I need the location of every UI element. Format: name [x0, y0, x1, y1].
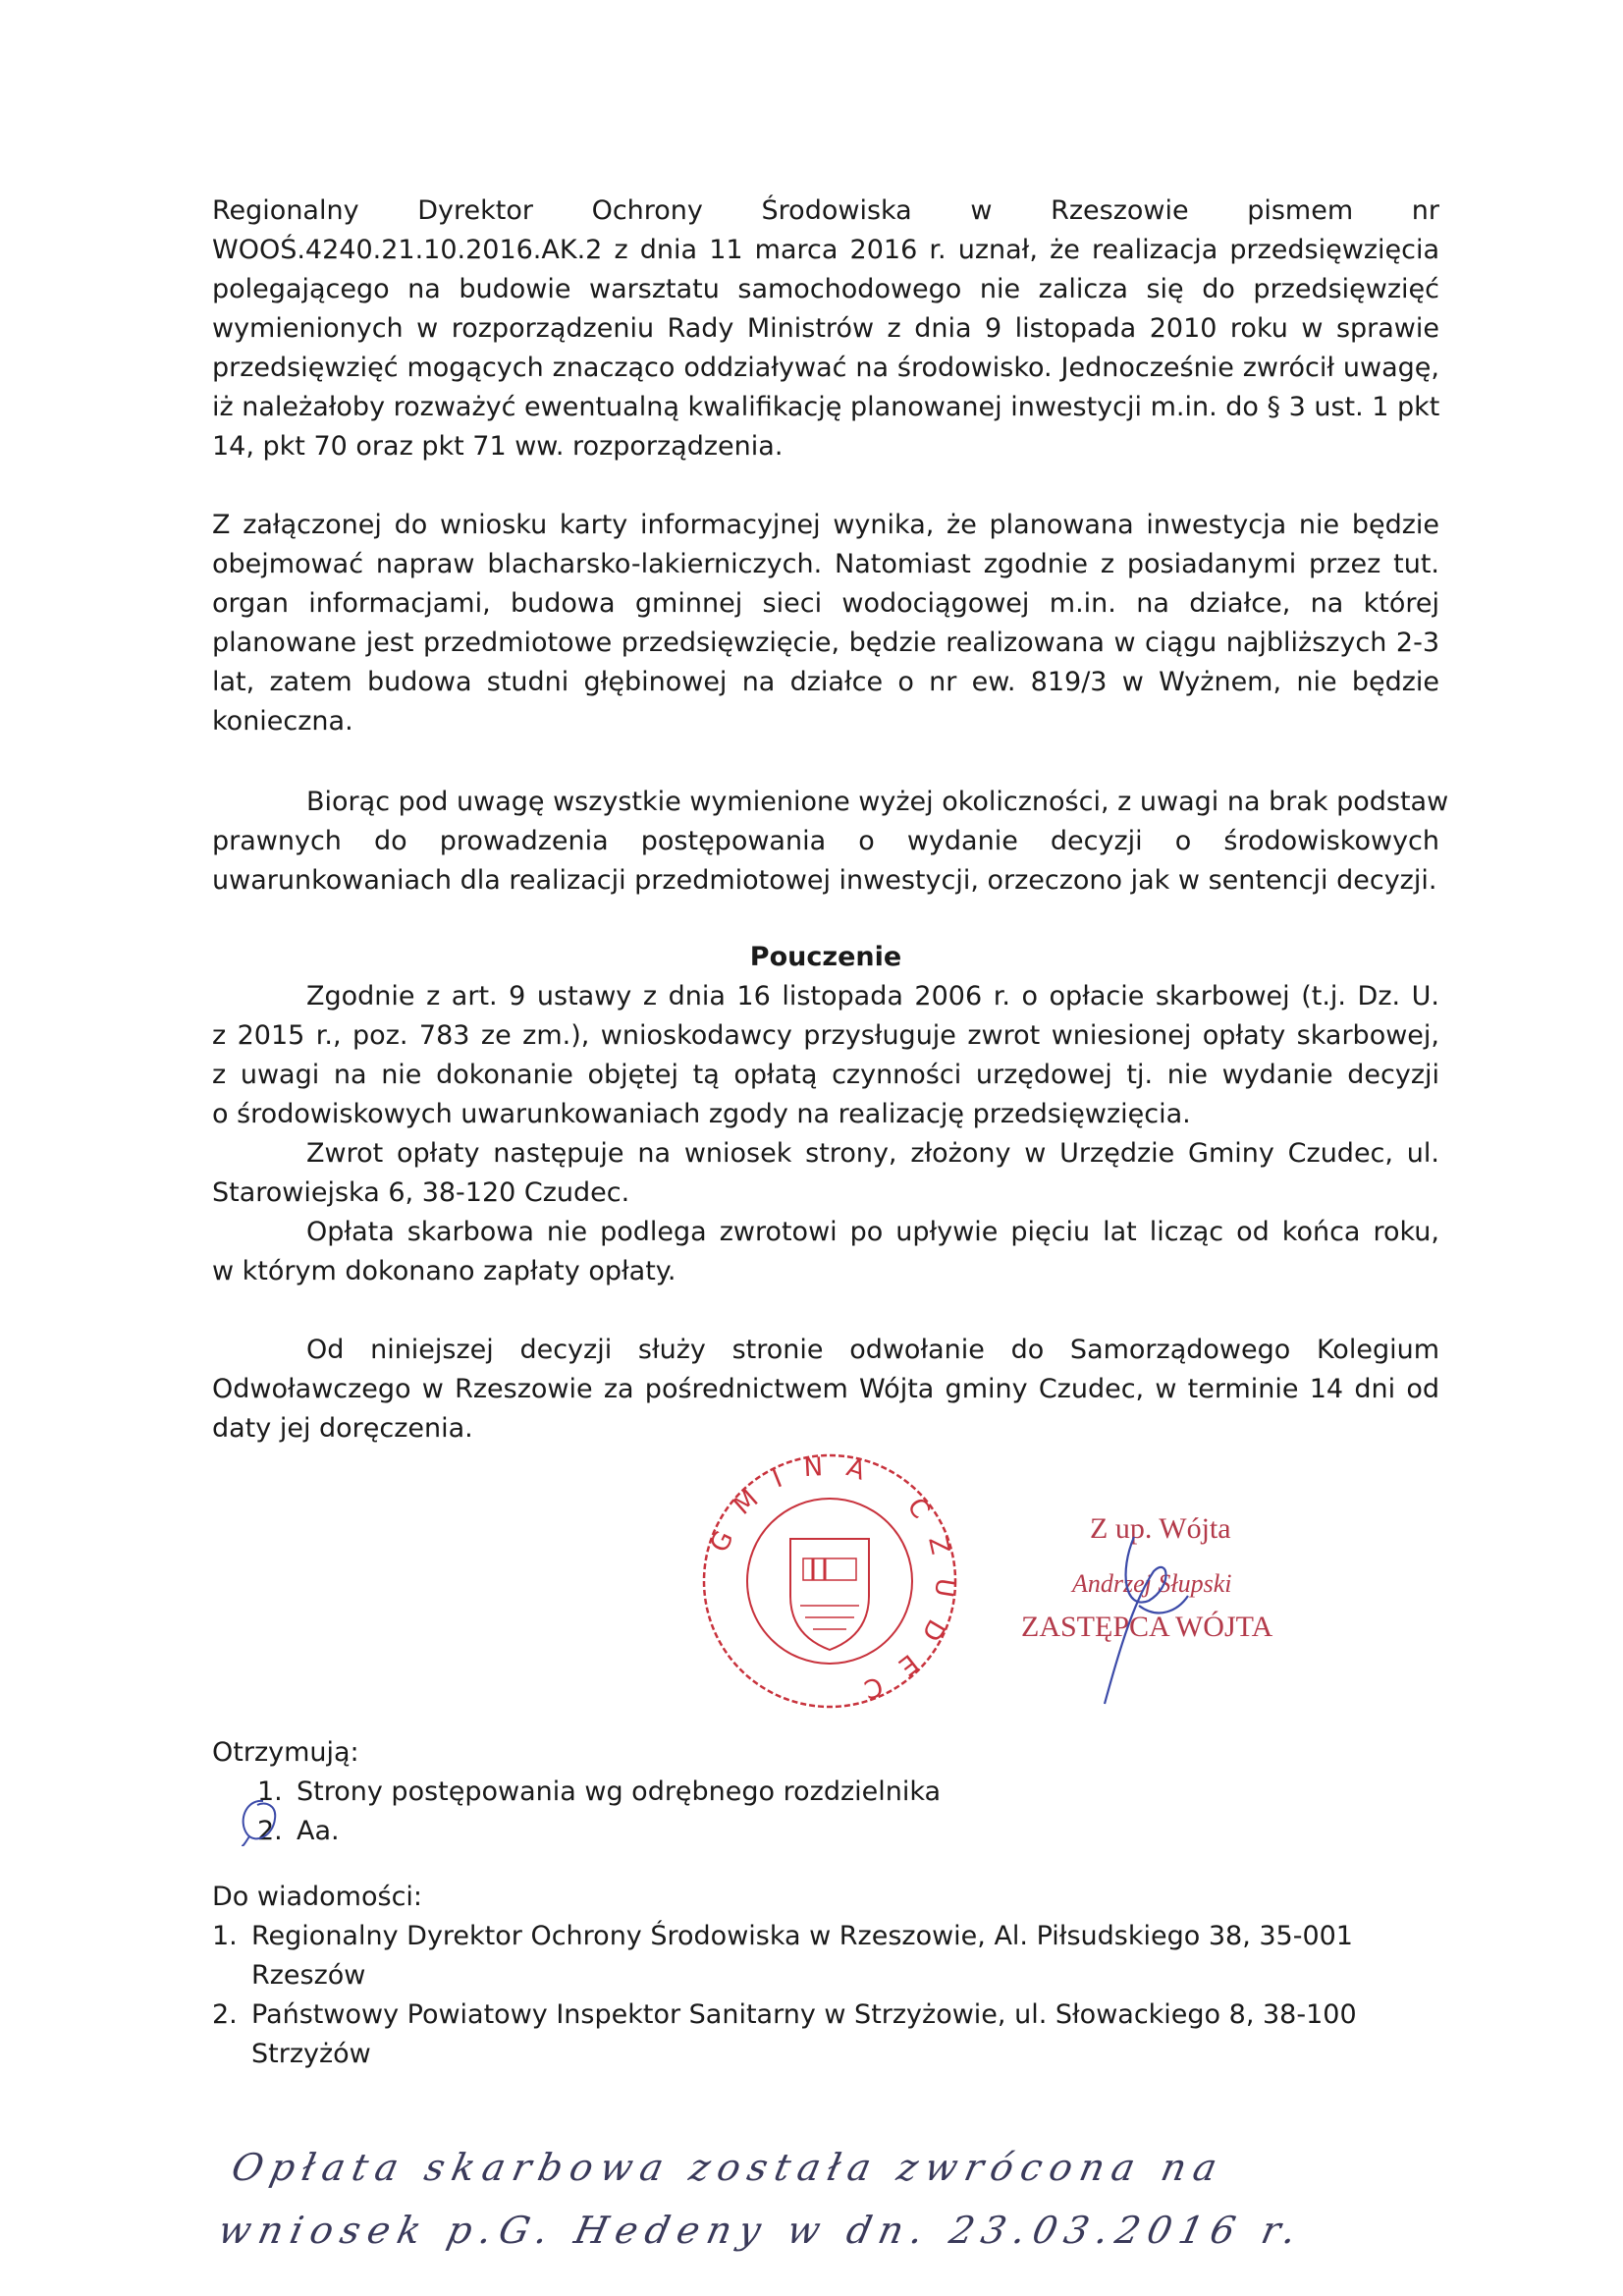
recipients-section — [212, 1733, 1292, 1851]
paragraph-rdos — [212, 191, 1439, 466]
handwritten-line-1: Opłata skarbowa została zwrócona na — [228, 2146, 1229, 2189]
list-text: Regionalny Dyrektor Ochrony Środowiska w Rzeszowie, Al. Piłsudskiego 38, 35-001 — [251, 1921, 1353, 1951]
text-line: w którym dokonano zapłaty opłaty. — [212, 1256, 676, 1286]
list-item-continuation — [212, 1956, 1439, 1995]
text-line: Regionalny Dyrektor Ochrony Środowiska w Rzeszowie pismem nr — [212, 195, 1439, 226]
official-stamp — [697, 1449, 962, 1714]
text-line: Biorąc pod uwagę wszystkie wymienione wyżej okoliczności, z uwagi na brak podstaw — [306, 787, 1449, 817]
list-text: Strony postępowania wg odrębnego rozdzielnika — [297, 1777, 942, 1807]
signature-line-1: Z up. Wójta — [1090, 1512, 1231, 1545]
text-line: z uwagi na nie dokonanie objętej tą opłatą czynności urzędowej tj. nie wydanie decyzji — [212, 1060, 1439, 1090]
text-line: wymienionych w rozporządzeniu Rady Ministrów z dnia 9 listopada 2010 roku w sprawie — [212, 313, 1439, 344]
text-line: uwarunkowaniach dla realizacji przedmiotowej inwestycji, orzeczono jak w sentencji decyzji. — [212, 865, 1437, 896]
list-text: Państwowy Powiatowy Inspektor Sanitarny w Strzyżowie, ul. Słowackiego 8, 38-100 — [251, 1999, 1357, 2030]
list-number: 1. — [212, 1921, 238, 1951]
text-line: konieczna. — [212, 706, 353, 737]
text-line: Starowiejska 6, 38-120 Czudec. — [212, 1177, 630, 1208]
signature-name: Andrzej Słupski — [1072, 1569, 1232, 1598]
list-text: Rzeszów — [251, 1960, 366, 1991]
text-line: Zgodnie z art. 9 ustawy z dnia 16 listopada 2006 r. o opłacie skarbowej (t.j. Dz. U. — [306, 981, 1439, 1011]
text-line: iż należałoby rozważyć ewentualną kwalifikację planowanej inwestycji m.in. do § 3 ust. 1 pkt — [212, 392, 1440, 422]
list-item — [212, 1812, 1292, 1851]
handwritten-line-2: wniosek p.G. Hedeny w dn. 23.03.2016 r. — [214, 2209, 1309, 2252]
info-title: Do wiadomości: — [212, 1882, 423, 1912]
handwritten-note — [214, 2136, 1404, 2273]
text-line: Z załączonej do wniosku karty informacyjnej wynika, że planowana inwestycja nie będzie — [212, 510, 1439, 540]
list-text: Aa. — [297, 1816, 340, 1846]
text-line: prawnych do prowadzenia postępowania o wydanie decyzji o środowiskowych — [212, 826, 1439, 856]
list-item-continuation — [212, 2035, 1439, 2074]
text-line: planowane jest przedmiotowe przedsięwzięcie, będzie realizowana w ciągu najbliższych 2-3 — [212, 628, 1439, 658]
list-number: 2. — [257, 1816, 283, 1846]
text-line: WOOŚ.4240.21.10.2016.AK.2 z dnia 11 marca 2016 r. uznał, że realizacja przedsięwzięcia — [212, 235, 1439, 265]
recipients-title: Otrzymują: — [212, 1737, 359, 1768]
text-line: o środowiskowych uwarunkowaniach zgody na realizację przedsięwzięcia. — [212, 1099, 1191, 1129]
list-number: 2. — [212, 1999, 238, 2030]
signature-title: ZASTĘPCA WÓJTA — [1021, 1611, 1273, 1643]
text-line: daty jej doręczenia. — [212, 1413, 473, 1444]
appeal-paragraph — [212, 1331, 1439, 1449]
list-item — [212, 1917, 1439, 1956]
paragraph-karta-informacyjna — [212, 506, 1439, 741]
text-line: Od niniejszej decyzji służy stronie odwołanie do Samorządowego Kolegium — [306, 1335, 1439, 1365]
text-line: Zwrot opłaty następuje na wniosek strony, złożony w Urzędzie Gminy Czudec, ul. — [306, 1138, 1439, 1169]
text-line: przedsięwzięć mogących znacząco oddziaływać na środowisko. Jednocześnie zwrócił uwagę, — [212, 353, 1439, 383]
pouczenie-section — [212, 938, 1439, 1291]
pouczenie-title: Pouczenie — [749, 942, 902, 972]
info-section — [212, 1878, 1439, 2074]
list-item — [212, 1773, 1292, 1812]
text-line: organ informacjami, budowa gminnej sieci wodociągowej m.in. na działce, na której — [212, 588, 1439, 619]
paragraph-conclusion — [212, 783, 1449, 901]
text-line: obejmować napraw blacharsko-lakierniczych. Natomiast zgodnie z posiadanymi przez tut. — [212, 549, 1439, 579]
text-line: polegającego na budowie warsztatu samochodowego nie zalicza się do przedsięwzięć — [212, 274, 1439, 304]
signature-block — [1021, 1512, 1345, 1709]
text-line: Opłata skarbowa nie podlega zwrotowi po upływie pięciu lat licząc od końca roku, — [306, 1217, 1439, 1247]
handwritten-circle-mark-icon — [236, 1797, 285, 1846]
handwritten-signature-icon — [1080, 1532, 1217, 1709]
text-line: z 2015 r., poz. 783 ze zm.), wnioskodawcy przysługuje zwrot wniesionej opłaty skarbowej, — [212, 1020, 1439, 1051]
list-text: Strzyżów — [251, 2039, 371, 2069]
list-number: 1. — [257, 1777, 283, 1807]
text-line: 14, pkt 70 oraz pkt 71 ww. rozporządzenia. — [212, 431, 784, 462]
text-line: lat, zatem budowa studni głębinowej na działce o nr ew. 819/3 w Wyżnem, nie będzie — [212, 667, 1439, 697]
stamp-text: GMINA CZUDEC — [704, 1451, 960, 1711]
list-item — [212, 1995, 1439, 2035]
text-line: Odwoławczego w Rzeszowie za pośrednictwem Wójta gminy Czudec, w terminie 14 dni od — [212, 1374, 1439, 1404]
